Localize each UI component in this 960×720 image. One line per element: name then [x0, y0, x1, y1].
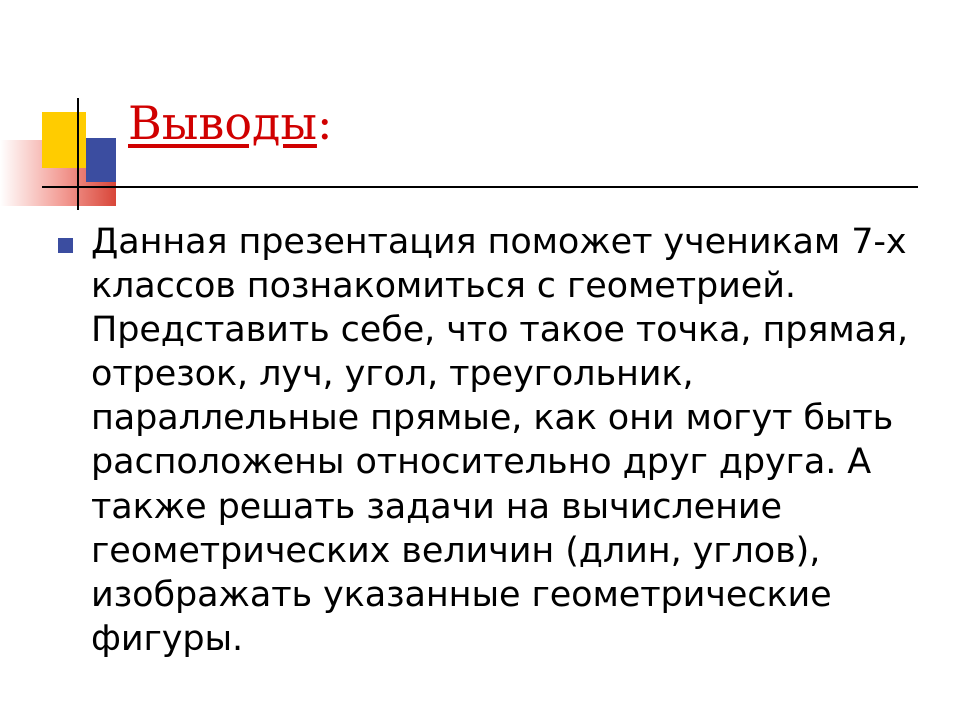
slide-title-word: Выводы [128, 96, 317, 150]
slide-title [128, 98, 332, 149]
red-gradient-block [0, 140, 116, 206]
vertical-rule [77, 98, 79, 210]
bullet-list-item [58, 220, 938, 661]
title-horizontal-rule [42, 186, 918, 188]
bullet-text: Данная презентация поможет ученикам 7-х классов познакомиться с геометрией. Представить себе, что такое точка, прямая, отрезок, луч, угол, треугольник, параллельные прямые, как они могут быть расположены относительно друг друга. А также решать задачи на вычисление геометрических величин (длин, углов), изображать указанные геометрические фигуры. [91, 222, 908, 659]
slide-title-colon: : [316, 96, 333, 150]
blue-square [86, 138, 116, 182]
bullet-marker-icon [58, 238, 73, 253]
yellow-square [42, 112, 86, 168]
